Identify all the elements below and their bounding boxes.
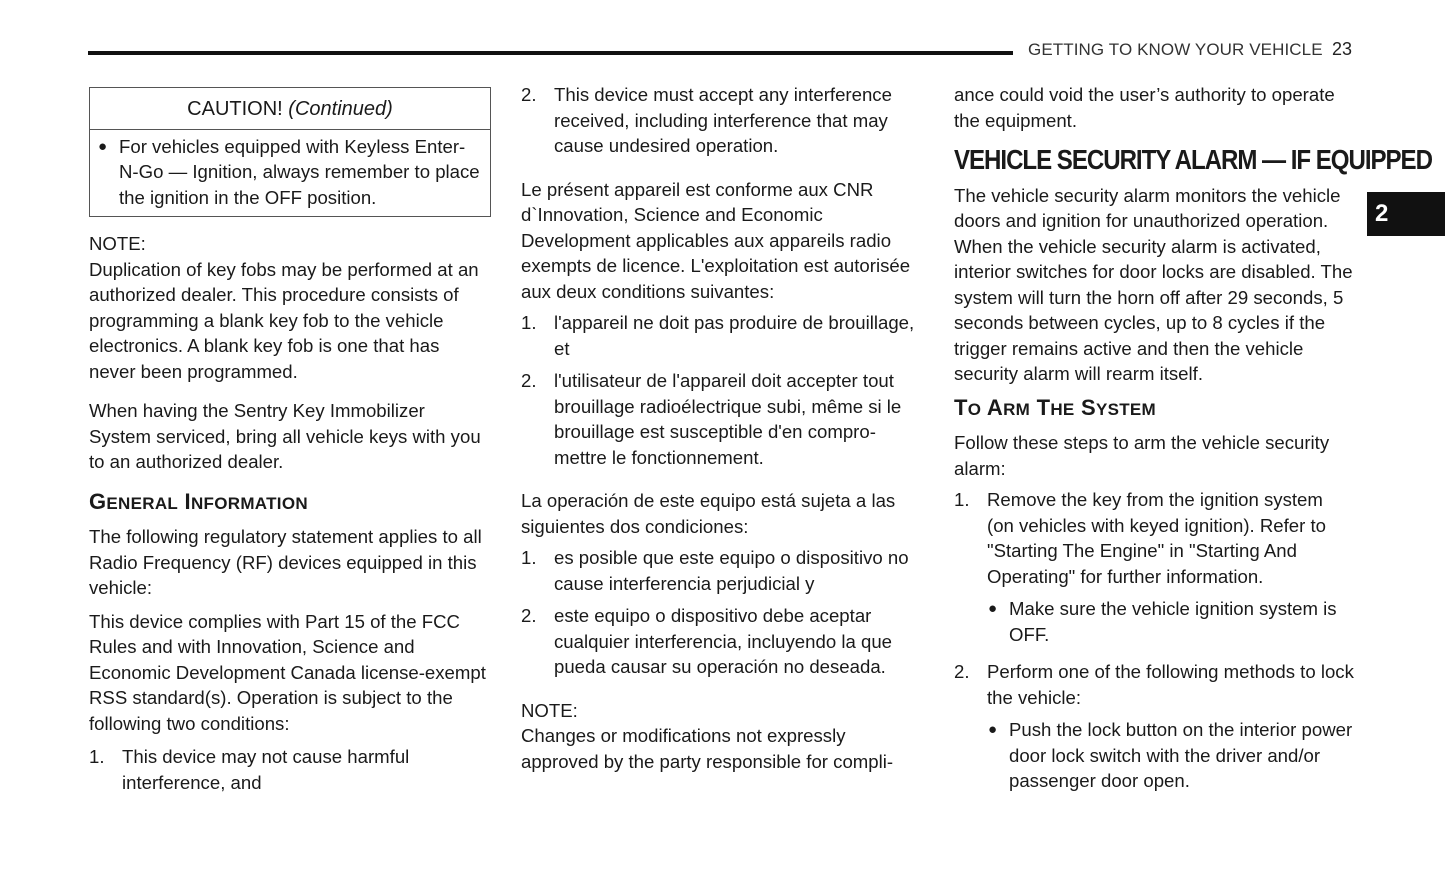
header-rule: [88, 51, 1013, 55]
list-item: 2. l'utilisateur de l'appareil doit accepter tout brouillage radioélectrique subi, même si le brouillage est susceptible d'en compro-mettre le fonctionnement.: [521, 370, 902, 468]
list-item: 1. Remove the key from the ignition system (on vehicles with keyed ignition). Refer to "Starting The Engine" in "Starting And Operating" for further information.: [954, 489, 1326, 587]
list-item: 2. Perform one of the following methods to lock the vehicle:: [954, 661, 1354, 708]
list-item: 1. l'appareil ne doit pas produire de brouillage, et: [521, 312, 915, 359]
continued-paragraph: ance could void the user’s authority to operate the equipment.: [954, 84, 1335, 131]
column-2: [521, 82, 923, 788]
running-head: GETTING TO KNOW YOUR VEHICLE: [1028, 40, 1323, 59]
fcc-paragraph: This device complies with Part 15 of the FCC Rules and with Innovation, Science and Economic Development Canada license-exempt RSS standard(s). Operation is subject to the following two conditions:: [89, 610, 486, 734]
chapter-tab: 2: [1367, 192, 1445, 236]
sentry-paragraph: When having the Sentry Key Immobilizer System serviced, bring all vehicle keys with you to an authorized dealer.: [89, 400, 481, 472]
note-label: NOTE:: [521, 699, 578, 721]
list-item: 2. This device must accept any interference received, including interference that may cause undesired operation.: [521, 84, 892, 156]
step-bullet: ● Make sure the vehicle ignition system is OFF.: [954, 596, 1354, 647]
security-alarm-paragraph: The vehicle security alarm monitors the vehicle doors and ignition for unauthorized operation. When the vehicle security alarm is activated, interior switches for door locks are disabled. The system will turn the horn off after 29 seconds, 5 seconds between cycles, up to 8 cycles if the trigger remains active and then the vehicle security alarm will rearm itself.: [954, 184, 1353, 384]
note-text: Changes or modifications not expressly approved by the party responsible for compli-: [521, 725, 894, 772]
fcc-conditions-list: [89, 744, 491, 795]
list-item: 1. es posible que este equipo o dispositivo no cause interferencia perjudicial y: [521, 547, 909, 594]
caution-heading: [90, 88, 490, 130]
french-conditions-list: [521, 310, 923, 470]
arm-steps-list: [954, 487, 1354, 794]
page-number: 23: [1332, 39, 1353, 59]
note-label: NOTE:: [89, 233, 146, 254]
caution-label: CAUTION!: [187, 98, 283, 120]
general-information-heading: GENERAL INFORMATION: [89, 488, 308, 514]
list-item: 2. este equipo o dispositivo debe aceptar cualquier interferencia, incluyendo la que pueda causar su operación no deseada.: [521, 605, 893, 677]
caution-continued: (Continued): [288, 98, 393, 120]
bullet-dot-icon: ●: [98, 137, 108, 155]
caution-box: [89, 87, 491, 217]
arm-system-heading: TO ARM THE SYSTEM: [954, 394, 1156, 420]
caution-bullet-text: For vehicles equipped with Keyless Enter-N-Go — Ignition, always remember to place the ignition in the OFF position.: [119, 135, 480, 208]
bullet-dot-icon: ●: [988, 721, 998, 738]
spanish-paragraph: La operación de este equipo está sujeta a las siguientes dos condiciones:: [521, 490, 896, 537]
list-item: 1. This device may not cause harmful interference, and: [89, 746, 410, 793]
bullet-dot-icon: ●: [988, 600, 998, 617]
caution-bullet: [90, 130, 490, 217]
fcc-conditions-list-continued: [521, 82, 923, 159]
note-text: Duplication of key fobs may be performed at an authorized dealer. This procedure consists of programming a blank key fob to the vehicle electronics. A blank key fob is one that has never been programmed.: [89, 258, 479, 382]
column-1: [89, 82, 491, 809]
french-paragraph: Le présent appareil est conforme aux CNR d`Innovation, Science and Economic Development applicables aux appareils radio exempts de licence. L'exploitation est autorisée aux deux conditions suivantes:: [521, 178, 911, 302]
regulatory-paragraph: The following regulatory statement applies to all Radio Frequency (RF) devices equipped in this vehicle:: [89, 526, 482, 598]
arm-intro-paragraph: Follow these steps to arm the vehicle security alarm:: [954, 432, 1330, 479]
spanish-conditions-list: [521, 545, 923, 680]
step-bullet: ● Push the lock button on the interior power door lock switch with the driver and/or passenger door open.: [954, 717, 1354, 794]
column-3: [954, 82, 1432, 808]
security-alarm-heading: VEHICLE SECURITY ALARM — IF EQUIPPED: [954, 144, 1432, 175]
